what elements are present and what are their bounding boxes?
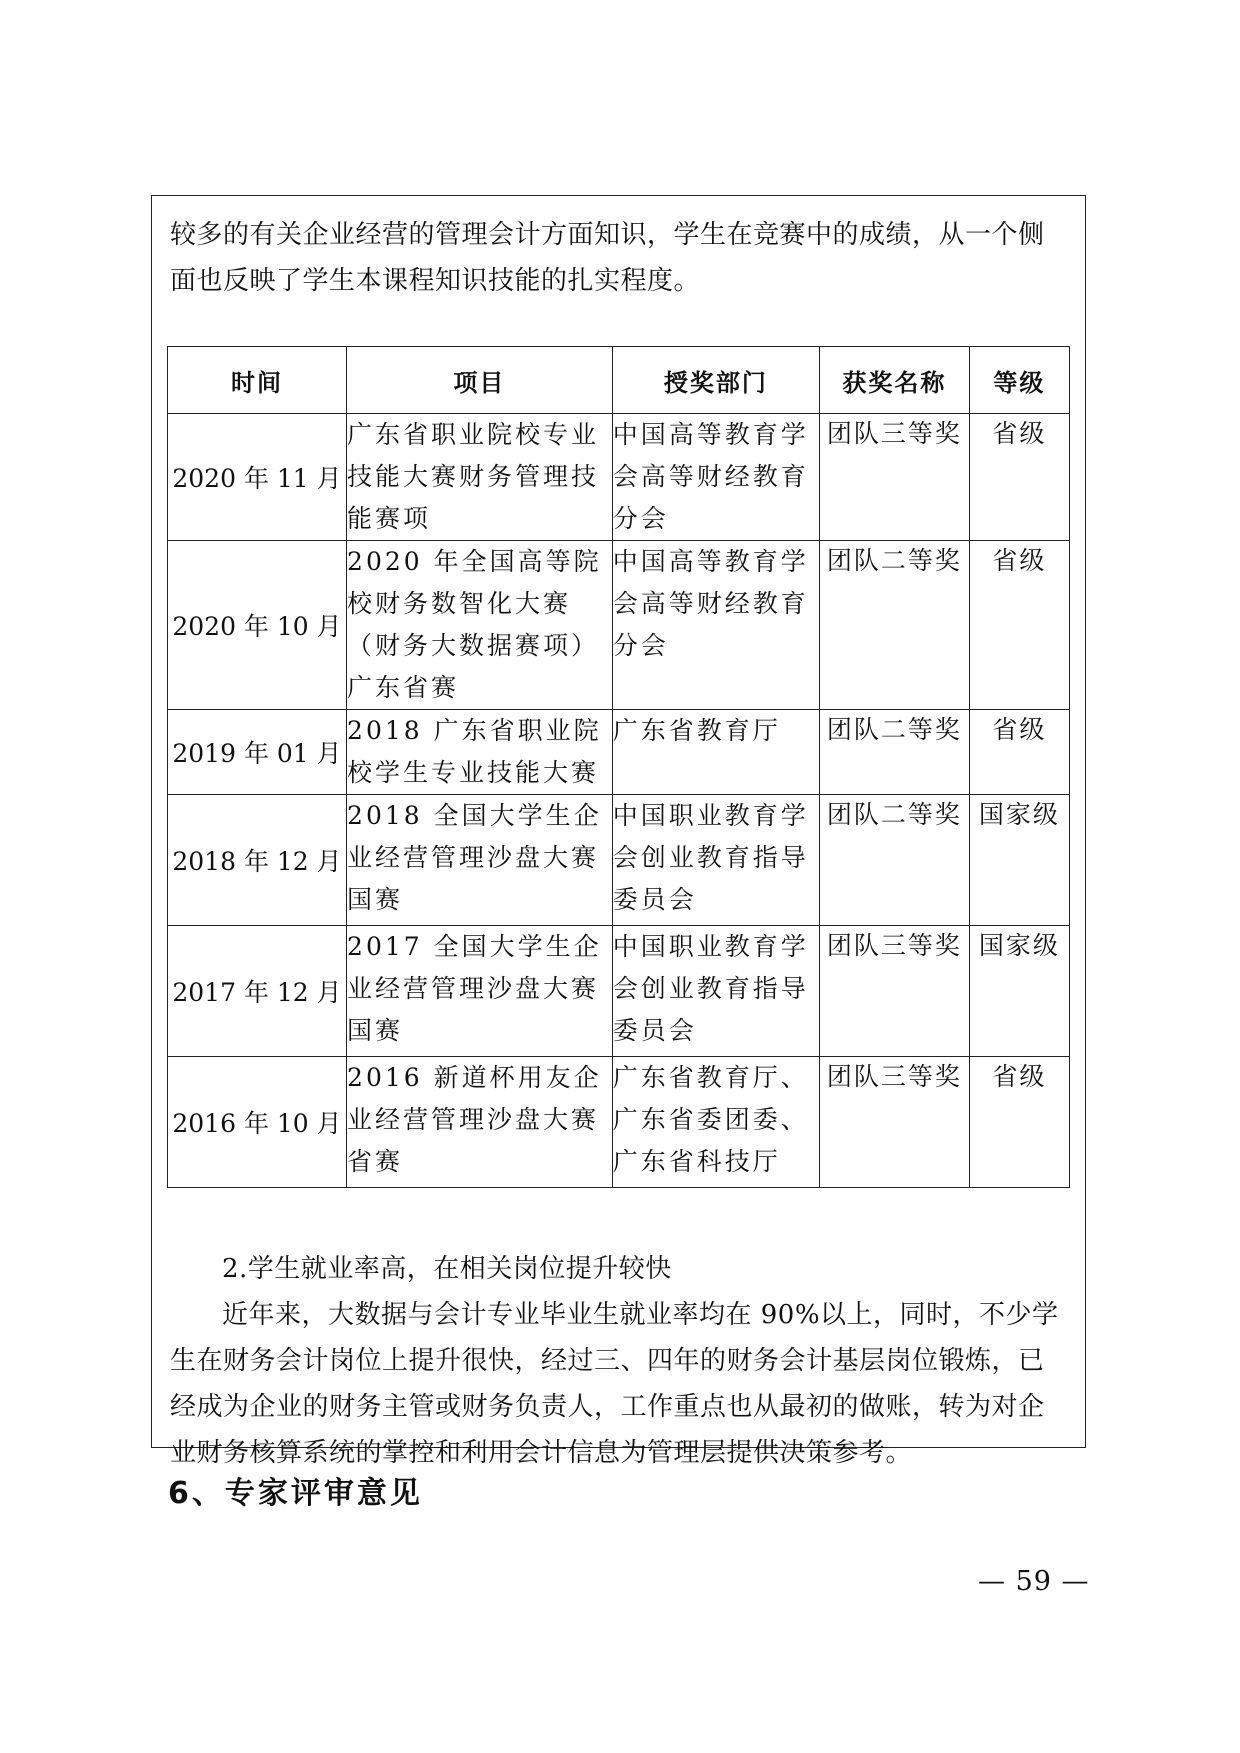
page-number: — 59 — (978, 1566, 1090, 1597)
table-row (168, 795, 1070, 926)
header-award: 获奖名称 (819, 347, 969, 414)
cell-time: 2019 年 01 月 (168, 710, 347, 795)
cell-project: 2017 全国大学生企业经营管理沙盘大赛国赛 (347, 926, 613, 1057)
header-project: 项目 (347, 347, 613, 414)
content-frame (151, 195, 1086, 1468)
cell-level: 省级 (969, 710, 1069, 795)
cell-award: 团队三等奖 (819, 1057, 969, 1188)
cell-time: 2017 年 12 月 (168, 926, 347, 1057)
header-department: 授奖部门 (612, 347, 819, 414)
cell-level: 省级 (969, 541, 1069, 710)
cell-department: 广东省教育厅 (612, 710, 819, 795)
cell-award: 团队二等奖 (819, 795, 969, 926)
cell-department: 广东省教育厅、广东省委团委、广东省科技厅 (612, 1057, 819, 1188)
cell-level: 省级 (969, 414, 1069, 541)
cell-time: 2020 年 10 月 (168, 541, 347, 710)
cell-level: 省级 (969, 1057, 1069, 1188)
cell-award: 团队三等奖 (819, 414, 969, 541)
cell-time: 2016 年 10 月 (168, 1057, 347, 1188)
cell-level: 国家级 (969, 926, 1069, 1057)
cell-award: 团队二等奖 (819, 541, 969, 710)
subheading: 2.学生就业率高，在相关岗位提升较快 (222, 1254, 672, 1284)
header-level: 等级 (969, 347, 1069, 414)
cell-department: 中国职业教育学会创业教育指导委员会 (612, 926, 819, 1057)
employment-paragraph: 近年来，大数据与会计专业毕业生就业率均在 90%以上，同时，不少学生在财务会计岗位上提升很快，经过三、四年的财务会计基层岗位锻炼，已经成为企业的财务主管或财务负责人，工作重点也从最初的做账，转为对企业财务核算系统的掌控和利用会计信息为管理层提供决策参考。 (170, 1300, 1059, 1468)
cell-award: 团队三等奖 (819, 926, 969, 1057)
table-row (168, 414, 1070, 541)
header-time: 时间 (168, 347, 347, 414)
table-row (168, 926, 1070, 1057)
cell-project: 2016 新道杯用友企业经营管理沙盘大赛省赛 (347, 1057, 613, 1188)
cell-department: 中国职业教育学会创业教育指导委员会 (612, 795, 819, 926)
section-heading: 6、专家评审意见 (168, 1476, 423, 1511)
awards-table (167, 346, 1070, 1188)
cell-time: 2020 年 11 月 (168, 414, 347, 541)
intro-paragraph: 较多的有关企业经营的管理会计方面知识，学生在竞赛中的成绩，从一个侧面也反映了学生本课程知识技能的扎实程度。 (170, 220, 1045, 296)
table-header-row (168, 347, 1070, 414)
cell-level: 国家级 (969, 795, 1069, 926)
cell-project: 2018 广东省职业院校学生专业技能大赛 (347, 710, 613, 795)
cell-project: 2018 全国大学生企业经营管理沙盘大赛国赛 (347, 795, 613, 926)
table-row (168, 541, 1070, 710)
cell-project: 2020 年全国高等院校财务数智化大赛（财务大数据赛项）广东省赛 (347, 541, 613, 710)
cell-department: 中国高等教育学会高等财经教育分会 (612, 541, 819, 710)
table-row (168, 710, 1070, 795)
employment-section (170, 1246, 1070, 1476)
cell-time: 2018 年 12 月 (168, 795, 347, 926)
cell-department: 中国高等教育学会高等财经教育分会 (612, 414, 819, 541)
cell-project: 广东省职业院校专业技能大赛财务管理技能赛项 (347, 414, 613, 541)
table-row (168, 1057, 1070, 1188)
cell-award: 团队二等奖 (819, 710, 969, 795)
